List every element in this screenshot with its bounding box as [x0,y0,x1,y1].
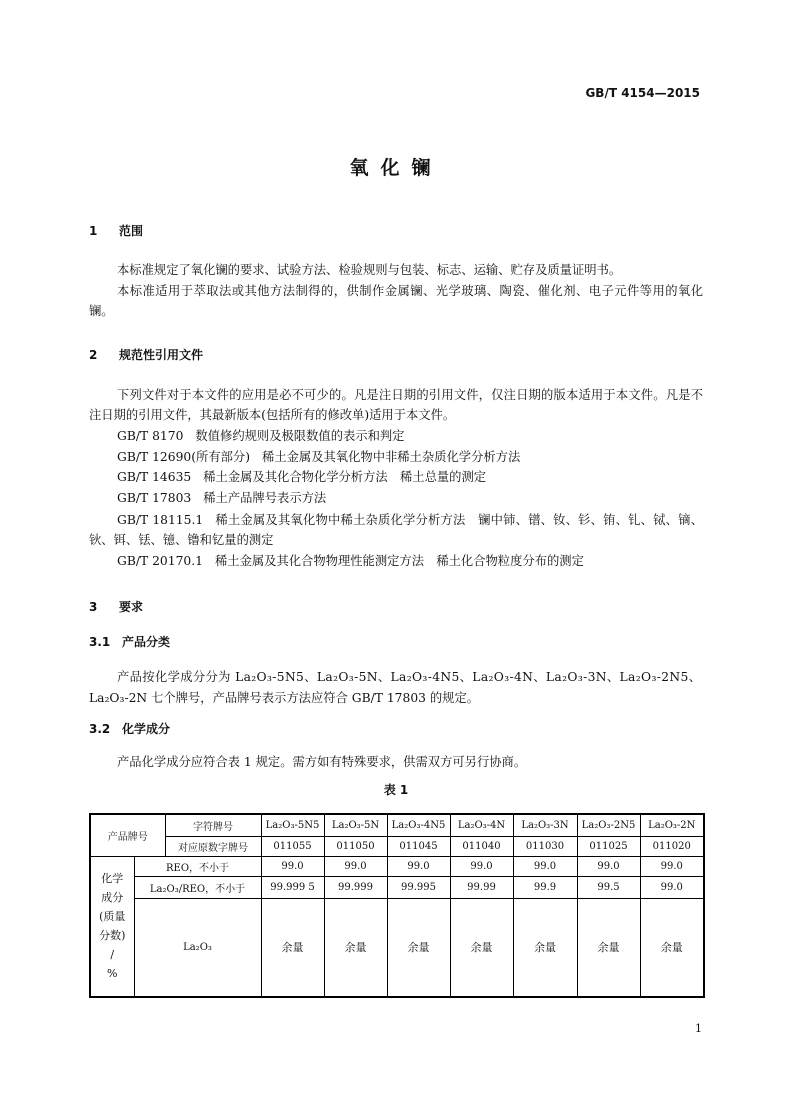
section-title: 化学成分 [122,722,171,736]
reference-item [89,510,703,550]
reference-item [89,467,703,487]
value-cell: 99.0 [450,856,513,876]
grade-cell: La₂O₃-2N5 [577,814,640,836]
chem-label-line: 成分 [101,891,124,905]
numeric-grade-cell: 011045 [387,836,450,856]
section-number: 3 [89,600,98,614]
value-cell: 99.9 [513,876,577,898]
value-cell: 余量 [387,898,450,997]
table-row [90,898,704,997]
grade-cell: La₂O₃-5N [324,814,387,836]
value-cell: 99.99 [450,876,513,898]
row-label: REO，不小于 [134,856,261,876]
numeric-grade-cell: 011030 [513,836,577,856]
classification-line-2: La₂O₃-2N 七个牌号，产品牌号表示方法应符合 GB/T 17803 的规定。 [89,691,480,705]
reference-title: 稀土产品牌号表示方法 [203,491,327,505]
reference-code: GB/T 12690(所有部分) [117,450,251,464]
chem-label-line: 分数) [99,929,126,943]
document-title: 氧化镧 [349,157,443,179]
value-cell: 余量 [577,898,640,997]
section-3-heading [89,598,143,615]
num-grade-label: 对应原数字牌号 [165,836,261,856]
reference-item [89,551,703,571]
value-cell: 余量 [513,898,577,997]
section-number: 3.2 [89,722,111,736]
value-cell: 99.0 [640,876,704,898]
reference-code: GB/T 18115.1 [117,513,204,527]
reference-title: 稀土金属及其氧化物中稀土杂质化学分析方法 镧中铈、镨、钕、钐、铕、钆、铽、镝、钬、铒、铥、镱、镥和钇量的测定 [89,513,703,547]
section-title: 产品分类 [122,635,171,649]
numeric-grade-cell: 011040 [450,836,513,856]
grade-cell: La₂O₃-3N [513,814,577,836]
section-title: 规范性引用文件 [119,348,204,362]
chemical-composition-table [89,813,705,998]
section-3-1-heading [89,633,170,650]
section-title: 范围 [119,224,144,238]
value-cell: 99.5 [577,876,640,898]
chemical-composition-paragraph: 产品化学成分应符合表 1 规定。需方如有特殊要求，供需双方可另行协商。 [117,755,527,769]
value-cell: 余量 [450,898,513,997]
classification-line-1: 产品按化学成分分为 La₂O₃-5N5、La₂O₃-5N、La₂O₃-4N5、La₂O₃-4N、La₂O₃-3N、La₂O₃-2N5、 [117,670,702,684]
value-cell: 余量 [640,898,704,997]
section-number: 3.1 [89,635,111,649]
row-label: La₂O₃/REO，不小于 [134,876,261,898]
value-cell: 99.0 [387,856,450,876]
value-cell: 99.999 5 [261,876,324,898]
scope-paragraph-2: 本标准适用于萃取法或其他方法制得的，供制作金属镧、光学玻璃、陶瓷、催化剂、电子元件等用的氧化镧。 [89,284,703,318]
section-number: 1 [89,224,98,238]
numeric-grade-cell: 011025 [577,836,640,856]
value-cell: 余量 [324,898,387,997]
chem-label-line: / [110,948,115,962]
section-2-heading [89,346,203,363]
chem-label-line: 化学 [101,872,124,886]
reference-code: GB/T 8170 [117,429,184,443]
reference-title: 稀土金属及其化合物化学分析方法 稀土总量的测定 [203,470,487,484]
references-intro: 下列文件对于本文件的应用是必不可少的。凡是注日期的引用文件，仅注日期的版本适用于本文件。凡是不注日期的引用文件，其最新版本(包括所有的修改单)适用于本文件。 [89,388,703,422]
reference-title: 稀土金属及其化合物物理性能测定方法 稀土化合物粒度分布的测定 [214,554,584,568]
numeric-grade-cell: 011050 [324,836,387,856]
page-number: 1 [695,1022,702,1035]
value-cell: 99.0 [324,856,387,876]
reference-code: GB/T 17803 [117,491,192,505]
table-row [90,856,704,876]
value-cell: 99.0 [577,856,640,876]
reference-item [89,488,703,508]
table-row [90,876,704,898]
value-cell: 99.995 [387,876,450,898]
char-grade-label: 字符牌号 [165,814,261,836]
reference-title: 数值修约规则及极限数值的表示和判定 [195,429,405,443]
value-cell: 99.0 [640,856,704,876]
value-cell: 余量 [261,898,324,997]
grade-cell: La₂O₃-4N5 [387,814,450,836]
value-cell: 99.0 [513,856,577,876]
product-grade-label: 产品牌号 [90,814,165,856]
table-header-row [90,836,704,856]
section-title: 要求 [119,600,144,614]
reference-item [89,426,703,446]
table-header-row [90,814,704,836]
reference-title: 稀土金属及其氧化物中非稀土杂质化学分析方法 [262,450,521,464]
numeric-grade-cell: 011020 [640,836,704,856]
numeric-grade-cell: 011055 [261,836,324,856]
chem-label-line: % [107,967,118,981]
section-number: 2 [89,348,98,362]
table-caption: 表 1 [383,783,409,797]
standard-number: GB/T 4154—2015 [585,86,700,100]
chem-label-line: (质量 [99,910,126,924]
row-label: La₂O₃ [134,898,261,997]
section-1-heading [89,222,143,239]
reference-code: GB/T 14635 [117,470,192,484]
reference-item [89,447,703,467]
value-cell: 99.0 [261,856,324,876]
grade-cell: La₂O₃-2N [640,814,704,836]
value-cell: 99.999 [324,876,387,898]
grade-cell: La₂O₃-4N [450,814,513,836]
reference-code: GB/T 20170.1 [117,554,203,568]
section-3-2-heading [89,720,170,737]
chem-composition-label [90,856,134,997]
grade-cell: La₂O₃-5N5 [261,814,324,836]
scope-paragraph-1: 本标准规定了氧化镧的要求、试验方法、检验规则与包装、标志、运输、贮存及质量证明书。 [117,263,622,277]
